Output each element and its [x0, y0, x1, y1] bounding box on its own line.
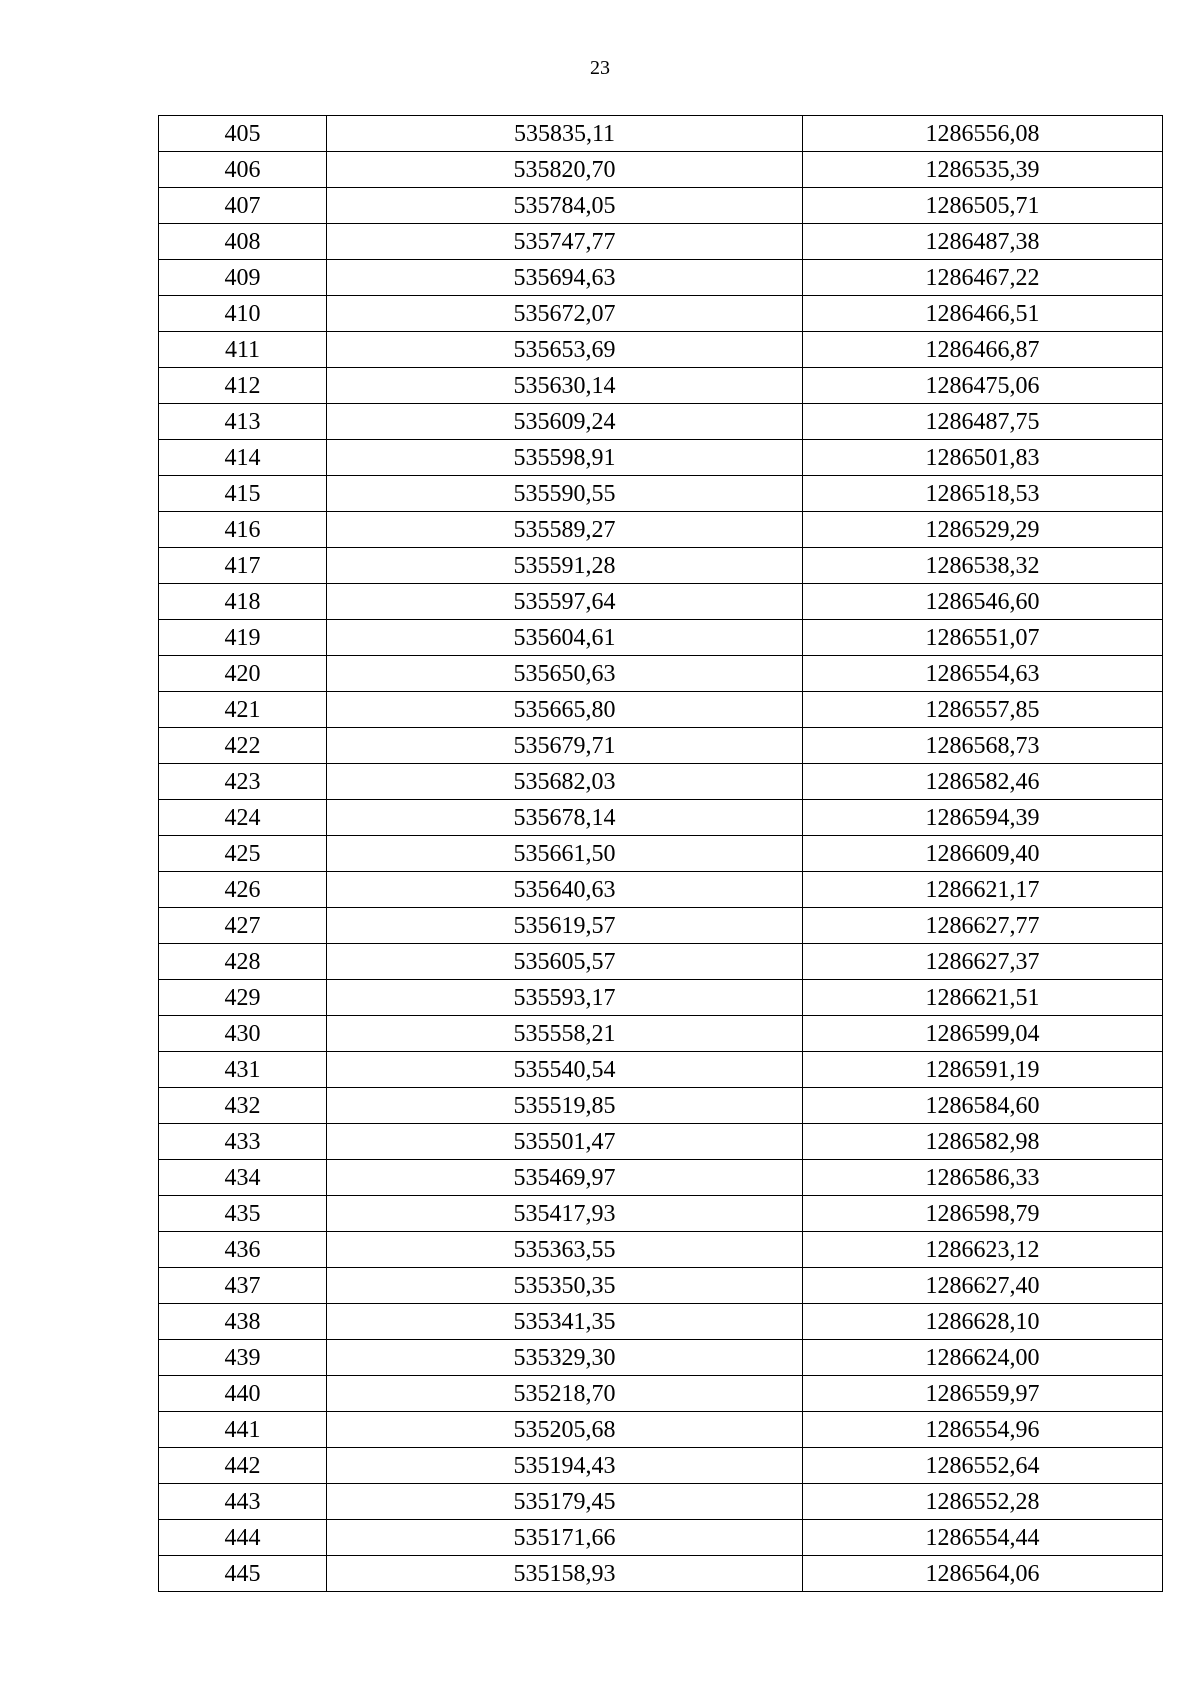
point-number-cell: 435 [159, 1196, 327, 1232]
x-coordinate-cell: 535519,85 [327, 1088, 803, 1124]
point-number-cell: 406 [159, 152, 327, 188]
y-coordinate-cell: 1286466,87 [803, 332, 1163, 368]
y-coordinate-cell: 1286621,17 [803, 872, 1163, 908]
table-row [159, 1160, 1163, 1196]
y-coordinate-cell: 1286591,19 [803, 1052, 1163, 1088]
coordinates-table [158, 115, 1163, 1592]
table-row [159, 980, 1163, 1016]
y-coordinate-cell: 1286535,39 [803, 152, 1163, 188]
y-coordinate-cell: 1286594,39 [803, 800, 1163, 836]
x-coordinate-cell: 535540,54 [327, 1052, 803, 1088]
point-number-cell: 415 [159, 476, 327, 512]
point-number-cell: 412 [159, 368, 327, 404]
x-coordinate-cell: 535609,24 [327, 404, 803, 440]
point-number-cell: 405 [159, 116, 327, 152]
y-coordinate-cell: 1286624,00 [803, 1340, 1163, 1376]
point-number-cell: 433 [159, 1124, 327, 1160]
x-coordinate-cell: 535661,50 [327, 836, 803, 872]
point-number-cell: 414 [159, 440, 327, 476]
table-row [159, 224, 1163, 260]
table-row [159, 1448, 1163, 1484]
table-row [159, 1520, 1163, 1556]
table-row [159, 908, 1163, 944]
point-number-cell: 411 [159, 332, 327, 368]
point-number-cell: 440 [159, 1376, 327, 1412]
x-coordinate-cell: 535179,45 [327, 1484, 803, 1520]
point-number-cell: 423 [159, 764, 327, 800]
table-row [159, 728, 1163, 764]
point-number-cell: 417 [159, 548, 327, 584]
y-coordinate-cell: 1286586,33 [803, 1160, 1163, 1196]
table-row [159, 548, 1163, 584]
table-row [159, 1052, 1163, 1088]
table-row [159, 1232, 1163, 1268]
table-row [159, 944, 1163, 980]
table-row [159, 440, 1163, 476]
table-row [159, 1304, 1163, 1340]
y-coordinate-cell: 1286518,53 [803, 476, 1163, 512]
table-row [159, 584, 1163, 620]
x-coordinate-cell: 535591,28 [327, 548, 803, 584]
point-number-cell: 432 [159, 1088, 327, 1124]
table-row [159, 152, 1163, 188]
point-number-cell: 443 [159, 1484, 327, 1520]
point-number-cell: 427 [159, 908, 327, 944]
table-row [159, 404, 1163, 440]
point-number-cell: 438 [159, 1304, 327, 1340]
point-number-cell: 439 [159, 1340, 327, 1376]
table-row [159, 1556, 1163, 1592]
point-number-cell: 428 [159, 944, 327, 980]
table-row [159, 476, 1163, 512]
point-number-cell: 445 [159, 1556, 327, 1592]
x-coordinate-cell: 535784,05 [327, 188, 803, 224]
y-coordinate-cell: 1286487,75 [803, 404, 1163, 440]
point-number-cell: 413 [159, 404, 327, 440]
table-row [159, 692, 1163, 728]
table-row [159, 1088, 1163, 1124]
point-number-cell: 420 [159, 656, 327, 692]
point-number-cell: 424 [159, 800, 327, 836]
x-coordinate-cell: 535194,43 [327, 1448, 803, 1484]
table-row [159, 1016, 1163, 1052]
y-coordinate-cell: 1286466,51 [803, 296, 1163, 332]
point-number-cell: 436 [159, 1232, 327, 1268]
y-coordinate-cell: 1286552,28 [803, 1484, 1163, 1520]
x-coordinate-cell: 535597,64 [327, 584, 803, 620]
x-coordinate-cell: 535653,69 [327, 332, 803, 368]
table-row [159, 332, 1163, 368]
point-number-cell: 429 [159, 980, 327, 1016]
x-coordinate-cell: 535341,35 [327, 1304, 803, 1340]
x-coordinate-cell: 535619,57 [327, 908, 803, 944]
x-coordinate-cell: 535501,47 [327, 1124, 803, 1160]
x-coordinate-cell: 535158,93 [327, 1556, 803, 1592]
y-coordinate-cell: 1286599,04 [803, 1016, 1163, 1052]
table-row [159, 512, 1163, 548]
table-row [159, 1376, 1163, 1412]
table-row [159, 260, 1163, 296]
y-coordinate-cell: 1286598,79 [803, 1196, 1163, 1232]
point-number-cell: 410 [159, 296, 327, 332]
y-coordinate-cell: 1286621,51 [803, 980, 1163, 1016]
x-coordinate-cell: 535682,03 [327, 764, 803, 800]
point-number-cell: 444 [159, 1520, 327, 1556]
table-row [159, 1340, 1163, 1376]
y-coordinate-cell: 1286623,12 [803, 1232, 1163, 1268]
table-row [159, 800, 1163, 836]
y-coordinate-cell: 1286552,64 [803, 1448, 1163, 1484]
x-coordinate-cell: 535558,21 [327, 1016, 803, 1052]
y-coordinate-cell: 1286628,10 [803, 1304, 1163, 1340]
x-coordinate-cell: 535417,93 [327, 1196, 803, 1232]
point-number-cell: 441 [159, 1412, 327, 1448]
table-row [159, 1124, 1163, 1160]
point-number-cell: 434 [159, 1160, 327, 1196]
point-number-cell: 419 [159, 620, 327, 656]
x-coordinate-cell: 535630,14 [327, 368, 803, 404]
point-number-cell: 407 [159, 188, 327, 224]
x-coordinate-cell: 535640,63 [327, 872, 803, 908]
x-coordinate-cell: 535650,63 [327, 656, 803, 692]
y-coordinate-cell: 1286627,40 [803, 1268, 1163, 1304]
y-coordinate-cell: 1286546,60 [803, 584, 1163, 620]
x-coordinate-cell: 535820,70 [327, 152, 803, 188]
point-number-cell: 408 [159, 224, 327, 260]
x-coordinate-cell: 535665,80 [327, 692, 803, 728]
table-row [159, 1196, 1163, 1232]
table-row [159, 872, 1163, 908]
point-number-cell: 442 [159, 1448, 327, 1484]
y-coordinate-cell: 1286505,71 [803, 188, 1163, 224]
table-row [159, 116, 1163, 152]
table-row [159, 1484, 1163, 1520]
table-row [159, 1268, 1163, 1304]
y-coordinate-cell: 1286538,32 [803, 548, 1163, 584]
page-number: 23 [590, 57, 610, 79]
x-coordinate-cell: 535679,71 [327, 728, 803, 764]
x-coordinate-cell: 535835,11 [327, 116, 803, 152]
point-number-cell: 421 [159, 692, 327, 728]
y-coordinate-cell: 1286627,37 [803, 944, 1163, 980]
y-coordinate-cell: 1286582,46 [803, 764, 1163, 800]
y-coordinate-cell: 1286487,38 [803, 224, 1163, 260]
table-row [159, 764, 1163, 800]
point-number-cell: 409 [159, 260, 327, 296]
point-number-cell: 416 [159, 512, 327, 548]
y-coordinate-cell: 1286554,96 [803, 1412, 1163, 1448]
point-number-cell: 422 [159, 728, 327, 764]
x-coordinate-cell: 535694,63 [327, 260, 803, 296]
y-coordinate-cell: 1286467,22 [803, 260, 1163, 296]
y-coordinate-cell: 1286559,97 [803, 1376, 1163, 1412]
x-coordinate-cell: 535672,07 [327, 296, 803, 332]
x-coordinate-cell: 535469,97 [327, 1160, 803, 1196]
y-coordinate-cell: 1286529,29 [803, 512, 1163, 548]
y-coordinate-cell: 1286584,60 [803, 1088, 1163, 1124]
x-coordinate-cell: 535350,35 [327, 1268, 803, 1304]
x-coordinate-cell: 535598,91 [327, 440, 803, 476]
y-coordinate-cell: 1286475,06 [803, 368, 1163, 404]
x-coordinate-cell: 535605,57 [327, 944, 803, 980]
table-row [159, 368, 1163, 404]
point-number-cell: 437 [159, 1268, 327, 1304]
x-coordinate-cell: 535171,66 [327, 1520, 803, 1556]
table-row [159, 188, 1163, 224]
x-coordinate-cell: 535589,27 [327, 512, 803, 548]
coordinates-table-body [159, 116, 1163, 1592]
y-coordinate-cell: 1286554,44 [803, 1520, 1163, 1556]
y-coordinate-cell: 1286568,73 [803, 728, 1163, 764]
y-coordinate-cell: 1286564,06 [803, 1556, 1163, 1592]
point-number-cell: 425 [159, 836, 327, 872]
x-coordinate-cell: 535590,55 [327, 476, 803, 512]
x-coordinate-cell: 535205,68 [327, 1412, 803, 1448]
point-number-cell: 426 [159, 872, 327, 908]
y-coordinate-cell: 1286557,85 [803, 692, 1163, 728]
table-row [159, 620, 1163, 656]
x-coordinate-cell: 535678,14 [327, 800, 803, 836]
x-coordinate-cell: 535363,55 [327, 1232, 803, 1268]
y-coordinate-cell: 1286582,98 [803, 1124, 1163, 1160]
y-coordinate-cell: 1286609,40 [803, 836, 1163, 872]
y-coordinate-cell: 1286556,08 [803, 116, 1163, 152]
y-coordinate-cell: 1286501,83 [803, 440, 1163, 476]
y-coordinate-cell: 1286627,77 [803, 908, 1163, 944]
table-row [159, 296, 1163, 332]
point-number-cell: 430 [159, 1016, 327, 1052]
x-coordinate-cell: 535218,70 [327, 1376, 803, 1412]
x-coordinate-cell: 535747,77 [327, 224, 803, 260]
x-coordinate-cell: 535329,30 [327, 1340, 803, 1376]
table-row [159, 836, 1163, 872]
point-number-cell: 431 [159, 1052, 327, 1088]
x-coordinate-cell: 535604,61 [327, 620, 803, 656]
y-coordinate-cell: 1286554,63 [803, 656, 1163, 692]
y-coordinate-cell: 1286551,07 [803, 620, 1163, 656]
table-row [159, 656, 1163, 692]
x-coordinate-cell: 535593,17 [327, 980, 803, 1016]
point-number-cell: 418 [159, 584, 327, 620]
table-row [159, 1412, 1163, 1448]
